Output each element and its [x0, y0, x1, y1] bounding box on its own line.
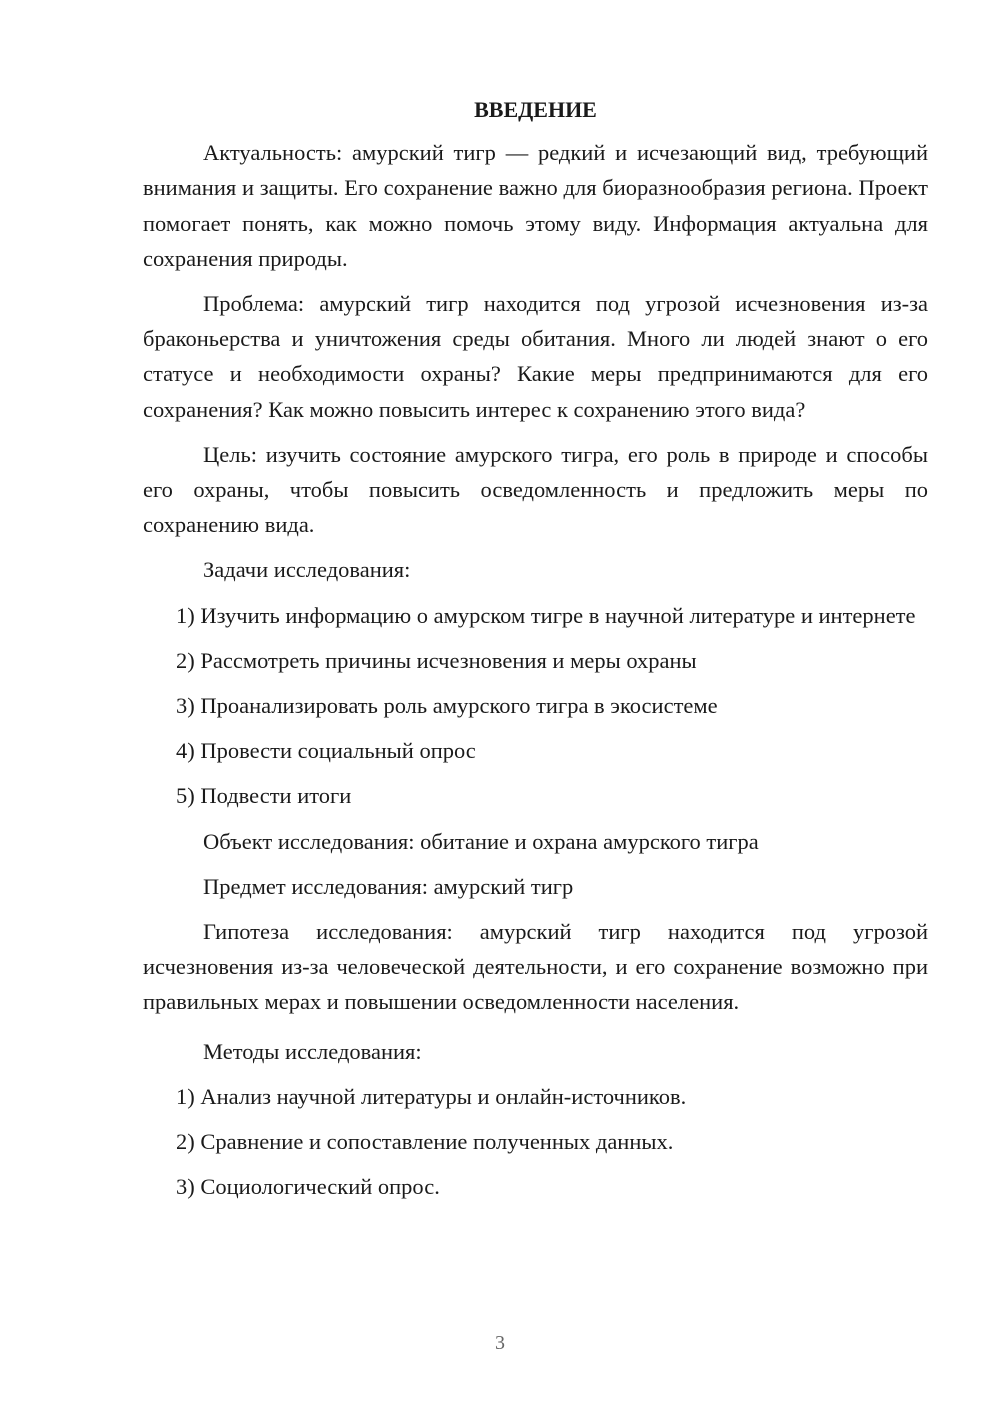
method-item: 1) Анализ научной литературы и онлайн-источников.: [176, 1083, 687, 1109]
tasks-heading: Задачи исследования:: [203, 557, 411, 583]
section-title: ВВЕДЕНИЕ: [474, 97, 597, 122]
task-item: 5) Подвести итоги: [176, 783, 352, 809]
goal-paragraph: Цель: изучить состояние амурского тигра, его роль в природе и способы его охраны, чтобы повысить осведомленность и предложить меры по сохранению вида.: [143, 441, 928, 538]
method-item: 3) Социологический опрос.: [176, 1174, 440, 1200]
research-hypothesis: Гипотеза исследования: амурский тигр находится под угрозой исчезновения из-за человеческой деятельности, и его сохранение возможно при правильных мерах и повышении осведомленности населения.: [143, 919, 928, 1015]
relevance-paragraph: Актуальность: амурский тигр — редкий и исчезающий вид, требующий внимания и защиты. Его сохранение важно для биоразнообразия региона. Проект помогает понять, как можно помочь этому виду. Информация актуальна для сохранения природы.: [143, 140, 928, 271]
problem-paragraph: Проблема: амурский тигр находится под угрозой исчезновения из-за браконьерства и уничтожения среды обитания. Много ли людей знают о его статусе и необходимости охраны? Какие меры предпринимаются для его сохранения? Как можно повысить интерес к сохранению этого вида?: [143, 291, 928, 422]
research-object: Объект исследования: обитание и охрана амурского тигра: [203, 828, 759, 854]
research-subject: Предмет исследования: амурский тигр: [203, 873, 574, 899]
method-item: 2) Сравнение и сопоставление полученных данных.: [176, 1129, 674, 1155]
document-page: [143, 92, 928, 1214]
methods-heading: Методы исследования:: [203, 1038, 422, 1064]
task-item: 2) Рассмотреть причины исчезновения и меры охраны: [176, 647, 697, 673]
task-item: 1) Изучить информацию о амурском тигре в научной литературе и интернете: [176, 602, 916, 628]
task-item: 4) Провести социальный опрос: [176, 738, 476, 764]
page-number: 3: [495, 1332, 505, 1354]
task-item: 3) Проанализировать роль амурского тигра в экосистеме: [176, 693, 718, 719]
